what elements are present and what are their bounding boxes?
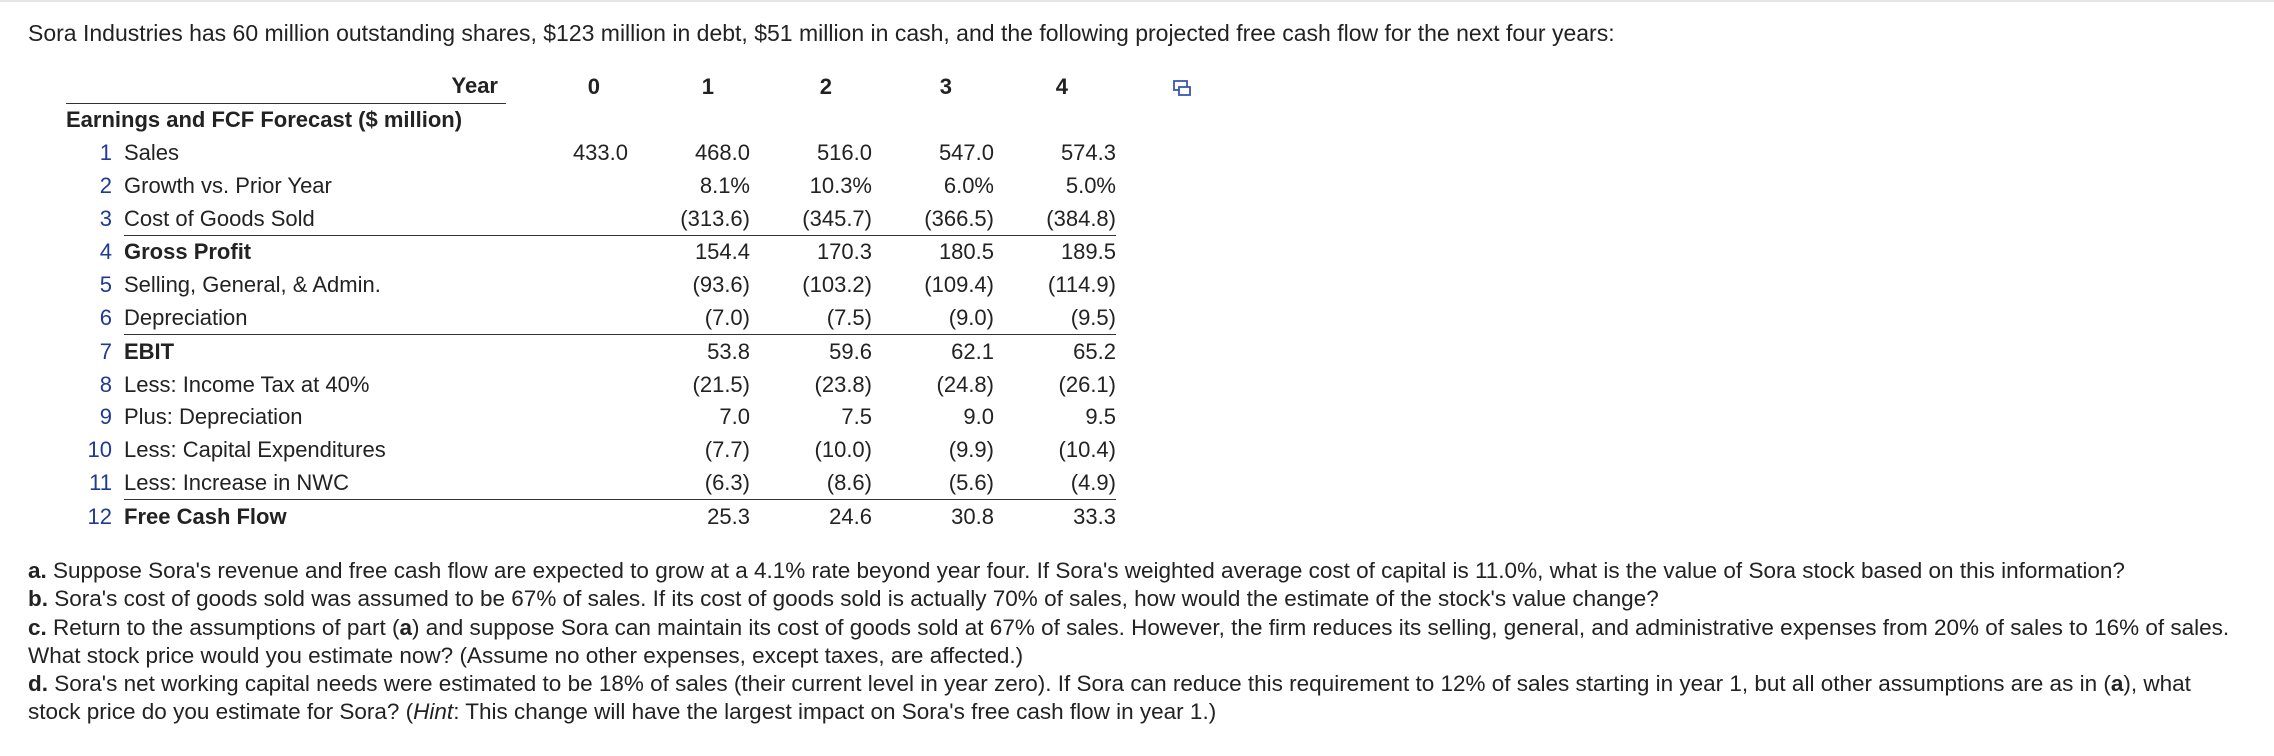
- cell-year-2: (8.6): [750, 467, 872, 500]
- question-c-text-2: ) and suppose Sora can maintain its cost of goods sold at 67% of sales. However, the firm reduces its selling, general, and administrative expenses from 20% of sales to 16% of sales. What stock price would you estimate now? (Assume no other expenses, except taxes, are affected.): [28, 614, 2230, 668]
- table-row: [66, 269, 1116, 302]
- cell-year-4: (10.4): [1058, 437, 1116, 463]
- table-row: [66, 335, 1116, 368]
- year-header-4: 4: [1055, 73, 1068, 99]
- table-row: [66, 169, 1116, 202]
- cell-year-0: [506, 169, 628, 202]
- fcf-table-container: [66, 70, 1116, 533]
- row-number: 7: [99, 338, 112, 364]
- table-row: [66, 401, 1116, 434]
- cell-year-4: (384.8): [994, 202, 1116, 235]
- cell-year-4: 33.3: [1073, 503, 1116, 529]
- row-label: Cost of Goods Sold: [124, 202, 506, 235]
- row-number: 12: [87, 503, 112, 529]
- cell-year-0: [506, 269, 628, 302]
- section-title: Earnings and FCF Forecast ($ million): [66, 107, 463, 133]
- questions-block: [28, 557, 2248, 727]
- year-header-label: Year: [124, 70, 506, 103]
- row-label: EBIT: [124, 338, 175, 364]
- cell-year-2: 10.3%: [809, 172, 872, 198]
- row-number: 5: [99, 272, 112, 298]
- row-label: Gross Profit: [124, 239, 252, 265]
- row-label: Less: Capital Expenditures: [124, 437, 386, 463]
- top-divider: [0, 0, 2274, 2]
- cell-year-1: (7.0): [628, 302, 750, 335]
- table-row: [66, 302, 1116, 335]
- row-number: 1: [99, 139, 112, 165]
- row-number: 11: [89, 470, 112, 496]
- question-d-text-1: Sora's net working capital needs were estimated to be 18% of sales (their current level in year zero). If Sora can reduce this requirement to 12% of sales starting in year 1, but all other assumptions are as in (: [48, 671, 2111, 697]
- row-number: 6: [99, 305, 112, 331]
- cell-year-0: [506, 235, 628, 268]
- cell-year-0: [506, 401, 628, 434]
- row-number: 2: [99, 172, 112, 198]
- cell-year-3: 62.1: [951, 338, 994, 364]
- table-row: [66, 467, 1116, 500]
- table-row: [66, 137, 1116, 170]
- cell-year-1: 7.0: [719, 404, 750, 430]
- question-c-ref: a: [399, 614, 412, 640]
- row-label: Depreciation: [124, 302, 506, 335]
- cell-year-2: (23.8): [814, 371, 872, 397]
- cell-year-4: 5.0%: [1065, 172, 1116, 198]
- question-b-label: b.: [28, 586, 48, 612]
- cell-year-1: 8.1%: [699, 172, 750, 198]
- row-number: 4: [99, 239, 112, 265]
- cell-year-2: (10.0): [814, 437, 872, 463]
- section-title-row: [66, 103, 1116, 136]
- question-d-label: d.: [28, 671, 48, 697]
- question-d: [28, 670, 2248, 727]
- cell-year-1: 154.4: [694, 239, 750, 265]
- question-b: [28, 585, 2248, 613]
- cell-year-1: (93.6): [692, 272, 750, 298]
- cell-year-0: [506, 500, 628, 533]
- question-c-label: c.: [28, 614, 47, 640]
- row-label: Free Cash Flow: [124, 503, 287, 529]
- question-d-text-2: ), what stock price do you estimate for Sora? (: [28, 671, 2191, 725]
- cell-year-2: 24.6: [829, 503, 872, 529]
- cell-year-2: 516.0: [816, 139, 872, 165]
- cell-year-3: 9.0: [963, 404, 994, 430]
- year-header-0: 0: [587, 73, 600, 99]
- fcf-forecast-table: [66, 70, 1116, 533]
- question-b-text: Sora's cost of goods sold was assumed to be 67% of sales. If its cost of goods sold is actually 70% of sales, how would the estimate of the stock's value change?: [48, 586, 1659, 612]
- cell-year-2: 170.3: [816, 239, 872, 265]
- cell-year-1: (313.6): [628, 202, 750, 235]
- problem-intro: Sora Industries has 60 million outstanding shares, $123 million in debt, $51 million in cash, and the following projected free cash flow for the next four years:: [28, 20, 1615, 46]
- cell-year-0: [506, 467, 628, 500]
- cell-year-1: (7.7): [704, 437, 750, 463]
- table-row: [66, 368, 1116, 401]
- table-row: [66, 434, 1116, 467]
- cell-year-4: 574.3: [1060, 139, 1116, 165]
- cell-year-2: 59.6: [829, 338, 872, 364]
- question-d-text-3: : This change will have the largest impact on Sora's free cash flow in year 1.): [453, 699, 1217, 725]
- cell-year-4: (114.9): [1047, 272, 1116, 298]
- cell-year-3: 180.5: [938, 239, 994, 265]
- cell-year-1: 53.8: [707, 338, 750, 364]
- question-c: [28, 614, 2248, 671]
- year-header-2: 2: [819, 73, 832, 99]
- row-label: Selling, General, & Admin.: [124, 272, 381, 298]
- cell-year-1: (6.3): [628, 467, 750, 500]
- question-c-text-1: Return to the assumptions of part (: [46, 614, 400, 640]
- question-d-ref: a: [2110, 671, 2124, 697]
- cell-year-2: (103.2): [802, 272, 872, 298]
- copy-to-clipboard-icon[interactable]: [1172, 78, 1192, 98]
- question-a-label: a.: [28, 558, 47, 583]
- question-d-hint: Hint: [413, 699, 454, 725]
- cell-year-3: (9.0): [872, 302, 994, 335]
- question-a: [28, 557, 2248, 585]
- cell-year-2: (345.7): [750, 202, 872, 235]
- cell-year-4: 9.5: [1085, 404, 1116, 430]
- cell-year-3: 30.8: [951, 503, 994, 529]
- cell-year-0: [506, 302, 628, 335]
- cell-year-3: (9.9): [948, 437, 994, 463]
- cell-year-3: 547.0: [938, 139, 994, 165]
- table-header-row: [66, 70, 1116, 103]
- cell-year-0: [506, 202, 628, 235]
- cell-year-3: (5.6): [872, 467, 994, 500]
- cell-year-4: 189.5: [1060, 239, 1116, 265]
- cell-year-4: (9.5): [994, 302, 1116, 335]
- cell-year-0: [506, 434, 628, 467]
- cell-year-1: (21.5): [692, 371, 750, 397]
- year-header-1: 1: [701, 73, 714, 99]
- row-label: Growth vs. Prior Year: [124, 172, 332, 198]
- cell-year-2: 7.5: [841, 404, 872, 430]
- row-label: Plus: Depreciation: [124, 404, 303, 430]
- cell-year-4: (26.1): [1058, 371, 1116, 397]
- row-label: Sales: [124, 139, 180, 165]
- cell-year-2: (7.5): [750, 302, 872, 335]
- cell-year-0: [506, 335, 628, 368]
- year-header-3: 3: [939, 73, 952, 99]
- table-row: [66, 500, 1116, 533]
- cell-year-0: 433.0: [572, 139, 628, 165]
- cell-year-3: (109.4): [924, 272, 994, 298]
- cell-year-3: (24.8): [936, 371, 994, 397]
- question-a-text: Suppose Sora's revenue and free cash flow are expected to grow at a 4.1% rate beyond year four. If Sora's weighted average cost of capital is 11.0%, what is the value of Sora stock based on this information?: [46, 558, 2125, 583]
- cell-year-3: (366.5): [872, 202, 994, 235]
- cell-year-3: 6.0%: [943, 172, 994, 198]
- cell-year-4: 65.2: [1073, 338, 1116, 364]
- table-row: [66, 202, 1116, 235]
- row-number: 10: [87, 437, 112, 463]
- cell-year-1: 25.3: [707, 503, 750, 529]
- table-row: [66, 235, 1116, 268]
- row-label: Less: Income Tax at 40%: [124, 371, 370, 397]
- row-number: 9: [99, 404, 112, 430]
- row-label: Less: Increase in NWC: [124, 467, 506, 500]
- cell-year-1: 468.0: [694, 139, 750, 165]
- cell-year-0: [506, 368, 628, 401]
- cell-year-4: (4.9): [994, 467, 1116, 500]
- row-number: 8: [99, 371, 112, 397]
- row-number: 3: [99, 205, 112, 231]
